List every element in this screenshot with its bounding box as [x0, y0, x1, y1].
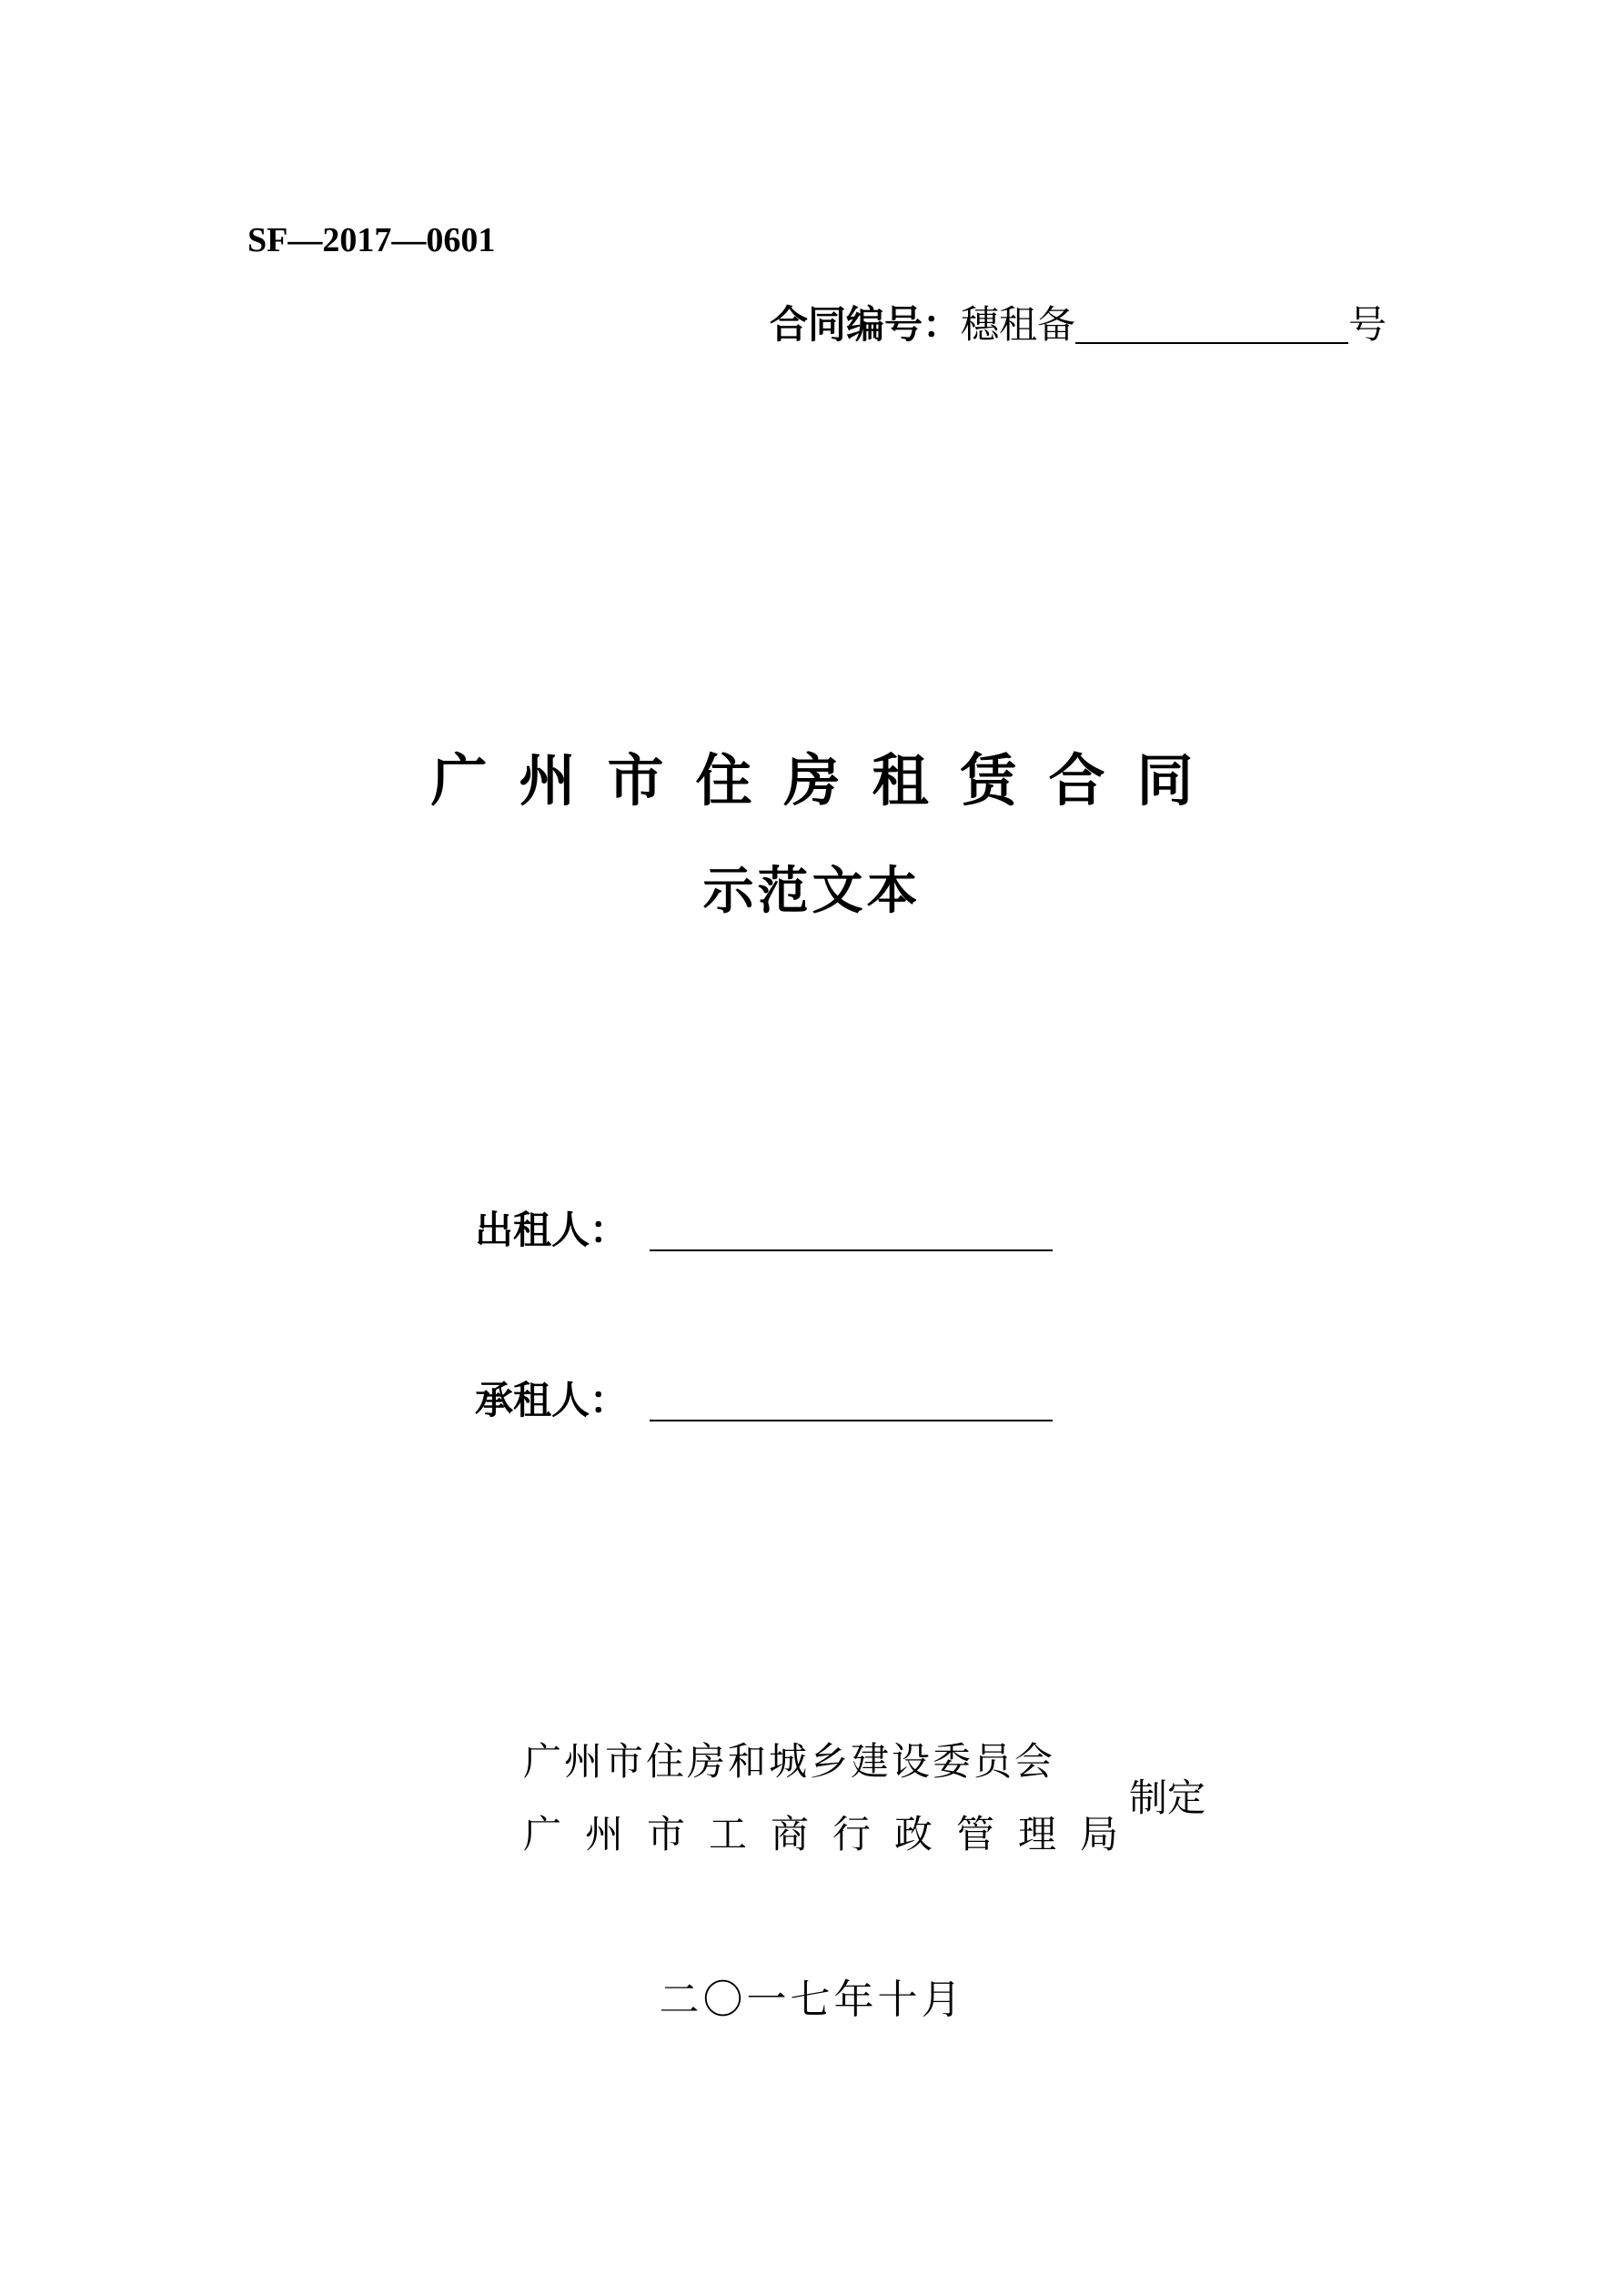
contract-number — [770, 300, 1387, 349]
issuer-housing-committee: 广州市住房和城乡建设委员会 — [523, 1739, 1056, 1784]
lessee-blank[interactable] — [650, 1380, 1053, 1421]
lessor-field — [475, 1206, 1053, 1255]
lessor-label: 出租人： — [475, 1208, 629, 1252]
contract-number-blank[interactable] — [1075, 302, 1348, 344]
contract-number-prefix: 穗租备 — [961, 302, 1076, 347]
document-subtitle: 示范文本 — [702, 862, 922, 921]
enacted-label: 制定 — [1129, 1775, 1206, 1820]
issuer-commerce-bureau: 广州市工商行政管理局 — [523, 1812, 1143, 1856]
lessee-label: 承租人： — [475, 1378, 629, 1422]
document-code: SF—2017—0601 — [247, 221, 496, 259]
document-title: 广州市住房租赁合同 — [430, 747, 1226, 814]
contract-number-label: 合同编号： — [770, 302, 962, 347]
lessee-field — [475, 1376, 1053, 1425]
lessor-blank[interactable] — [650, 1209, 1053, 1251]
contract-number-suffix: 号 — [1348, 302, 1387, 347]
issue-date: 二〇一七年十月 — [659, 1977, 965, 2023]
